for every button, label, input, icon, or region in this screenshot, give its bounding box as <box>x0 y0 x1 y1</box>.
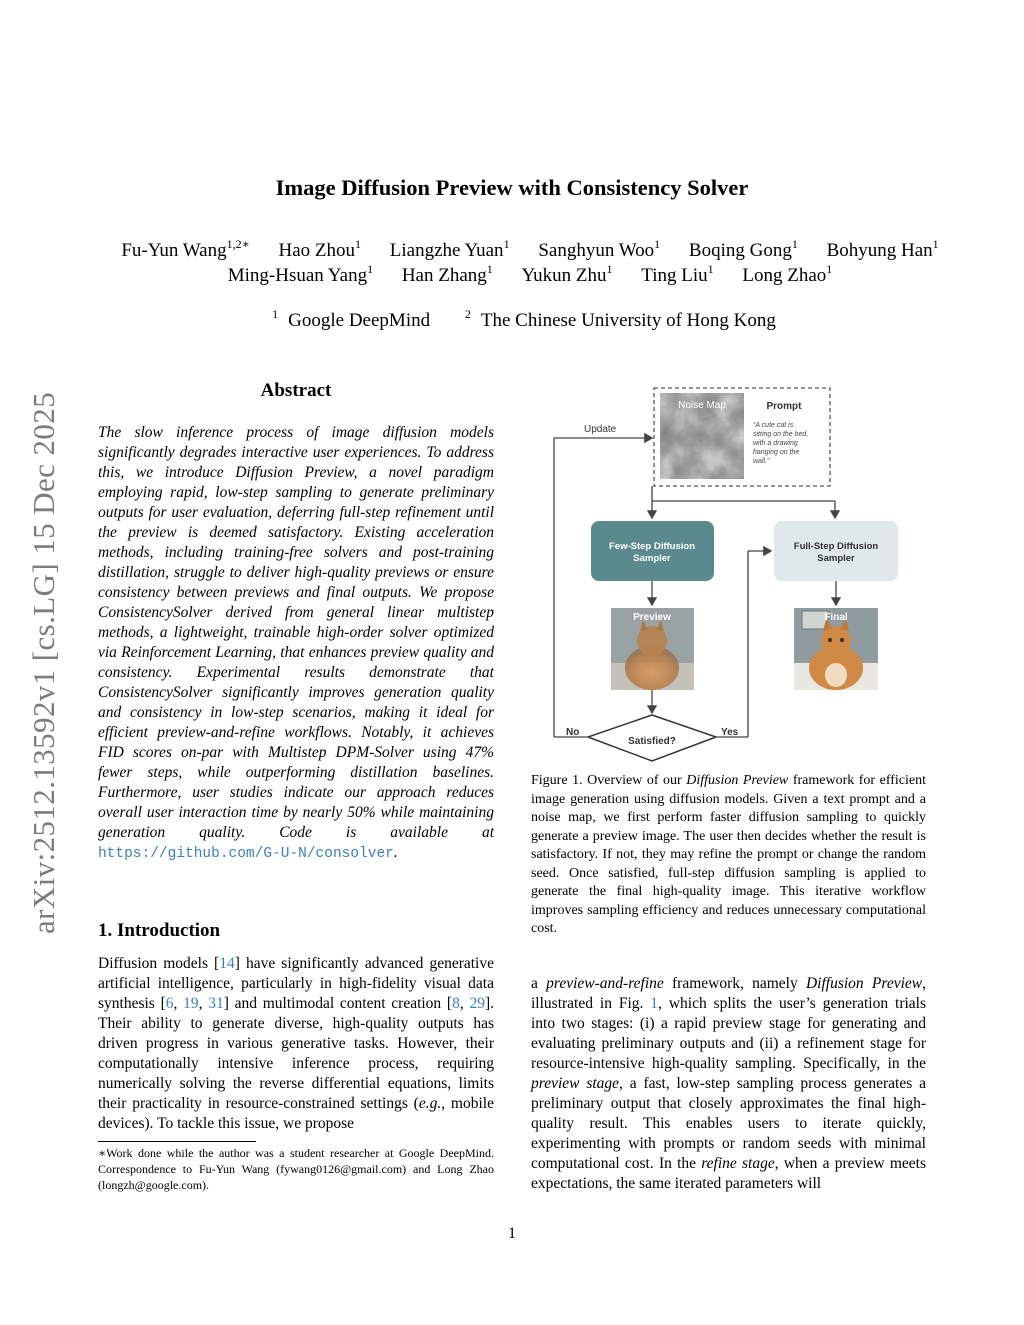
citation-link[interactable]: 6 <box>165 995 174 1012</box>
yes-label: Yes <box>721 727 739 738</box>
authors-line-1 <box>80 237 980 262</box>
citation-link[interactable]: 29 <box>469 995 485 1012</box>
section-heading-introduction: 1. Introduction <box>98 920 221 941</box>
citation-link[interactable]: 19 <box>183 995 199 1012</box>
author: Fu-Yun Wang$^{1,2∗}$ <box>121 237 250 261</box>
prompt-text-line: “A cute cat is <box>753 422 794 429</box>
author: Hao Zhou$^1$ <box>278 237 362 261</box>
no-label: No <box>566 727 580 738</box>
prompt-text-line: hanging on the <box>753 449 800 456</box>
author: Boqing Gong$^1$ <box>688 237 798 261</box>
abstract-body: The slow inference process of image diffusion models significantly degrades interactive user experiences. To address this, we introduce Diffusion Preview, a novel paradigm employing rapid, low-step sampling to generate preliminary outputs for user evaluation, deferring full-step refinement until the preview is deemed satisfactory. Existing acceleration methods, including training-free solvers and post-training distillation, struggle to deliver high-quality previews or ensure consistency between previews and final outputs. We propose ConsistencySolver derived from general linear multistep methods, a lightweight, trainable high-order solver optimized via Reinforcement Learning, that enhances preview quality and consistency. Experimental results demonstrate that ConsistencySolver significantly improves generation quality and consistency in low-step scenarios, making it ideal for efficient preview-and-refine workflows. Notably, it achieves FID scores on-par with Multistep DPM-Solver using 47% fewer steps, while outperforming distillation baselines. Furthermore, user studies indicate our approach reduces overall user interaction time by nearly 50% while maintaining generation quality. Code is available at https://github.com/G-U-N/consolver. <box>98 424 494 862</box>
author: Long Zhao$^1$ <box>742 262 833 286</box>
affiliation: $^2$ The Chinese University of Hong Kong <box>464 307 776 331</box>
figure-1-diagram <box>540 383 920 763</box>
satisfied-label: Satisfied? <box>628 736 676 747</box>
author: Bohyung Han$^1$ <box>826 237 939 261</box>
author: Liangzhe Yuan$^1$ <box>389 237 510 261</box>
abstract-heading: Abstract <box>260 380 332 401</box>
introduction-paragraph: Diffusion models [14] have significantly advanced generative artificial intelligence, particularly in high-fidelity visual data synthesis [6, 19, 31] and multimodal content creation [8, 29]. Their ability to generate diverse, high-quality outputs has driven progress in various generative tasks. However, their computationally intensive inference process, requiring numerically solving the reverse differential equations, limits their practicality in resource-constrained settings (e.g., mobile devices). To tackle this issue, we propose <box>98 955 494 1132</box>
paper-title: Image Diffusion Preview with Consistency Solver <box>275 175 749 200</box>
citation-link[interactable]: 8 <box>452 995 460 1012</box>
code-link[interactable]: https://github.com/G-U-N/consolver <box>98 846 394 862</box>
few-step-label: Few-Step Diffusion <box>608 541 696 552</box>
arxiv-identifier: arXiv:2512.13592v1 [cs.LG] 15 Dec 2025 <box>26 391 61 934</box>
author: Yukun Zhu$^1$ <box>521 262 613 286</box>
figure-ref-link[interactable]: 1 <box>650 995 659 1012</box>
author: Ting Liu$^1$ <box>641 262 714 286</box>
prompt-text-line: wall.” <box>753 458 770 465</box>
page-number: 1 <box>508 1225 516 1242</box>
update-label: Update <box>584 424 617 435</box>
footnote: ∗Work done while the author was a student researcher at Google DeepMind. Correspondence to Fu-Yun Wang (fywang0126@gmail.com) and Long Zhao (longzh@google.com). <box>98 1146 494 1192</box>
footnote-rule <box>98 1141 256 1142</box>
prompt-text-line: sitting on the bed, <box>753 431 809 438</box>
author: Ming-Hsuan Yang$^1$ <box>227 262 374 286</box>
affiliations <box>0 307 1024 332</box>
few-step-label: Sampler <box>633 553 671 564</box>
figure-1-caption: Figure 1. Overview of our Diffusion Preview framework for efficient image generation using diffusion models. Given a text prompt and a noise map, we first perform faster diffusion sampling to quickly generate a preview image. The user then decides whether the result is satisfactory. If not, they may refine the prompt or change the random seed. Once satisfied, full-step diffusion sampling is applied to generate the final high-quality image. This iterative workflow improves sampling efficiency and reduces unnecessary computational cost. <box>531 773 927 936</box>
final-label: Final <box>824 612 848 623</box>
citation-link[interactable]: 31 <box>208 995 224 1012</box>
authors-line-2 <box>80 262 980 287</box>
author: Sanghyun Woo$^1$ <box>538 237 661 261</box>
noise-map-label: Noise Map <box>678 400 726 411</box>
prompt-label: Prompt <box>766 401 802 412</box>
citation-link[interactable]: 14 <box>219 955 235 972</box>
author: Han Zhang$^1$ <box>401 262 493 286</box>
prompt-text-line: with a drawing <box>753 440 798 447</box>
preview-label: Preview <box>633 612 671 623</box>
right-column-paragraph: a preview-and-refine framework, namely Diffusion Preview, illustrated in Fig. 1, which splits the user’s generation trials into two stages: (i) a rapid preview stage for generating and evaluating preliminary outputs and (ii) a refinement stage for resource-intensive high-quality sampling. Specifically, in the preview stage, a fast, low-step sampling process generates a preliminary output that closely approximates the final high-quality result. This enables users to iterate quickly, experimenting with prompts or random seeds with minimal computational cost. In the refine stage, when a preview meets expectations, the same iterated parameters will <box>531 975 926 1192</box>
full-step-label: Full-Step Diffusion <box>793 541 879 552</box>
full-step-label: Sampler <box>817 553 855 564</box>
affiliation: $^1$ Google DeepMind <box>272 307 431 331</box>
